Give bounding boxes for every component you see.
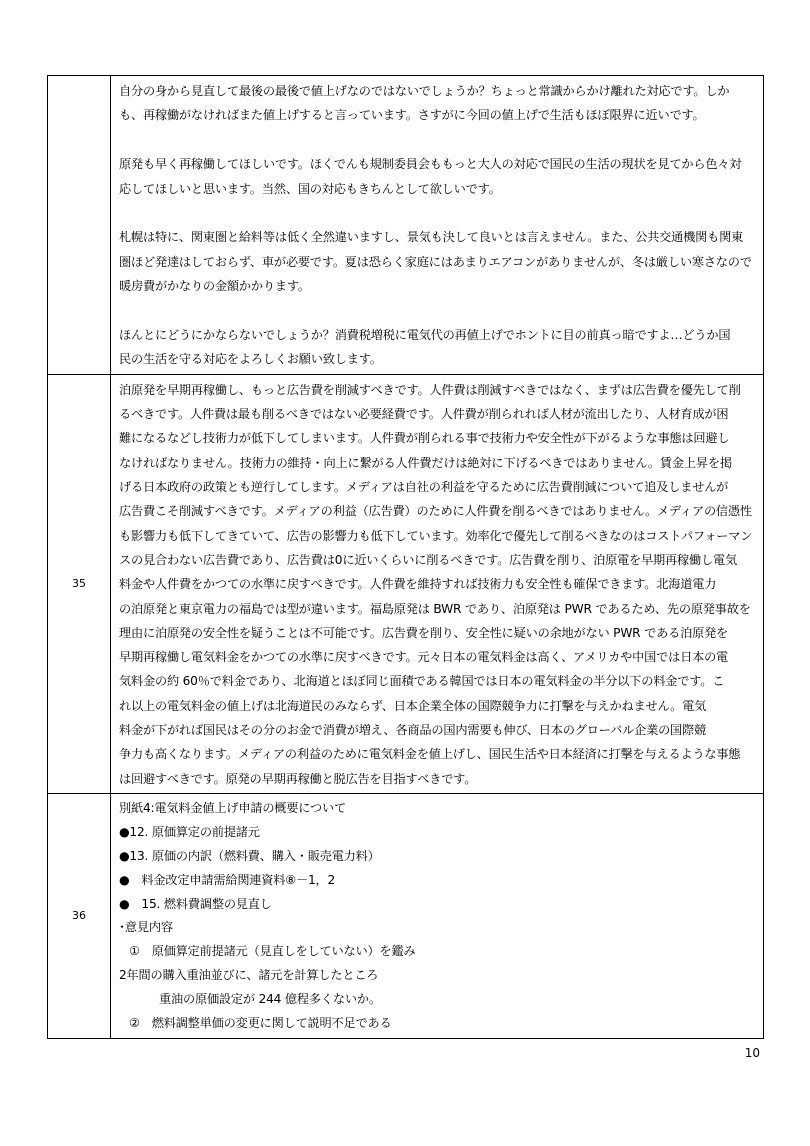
text-line: 重油の原価設定が 244 億程多くないか。	[159, 992, 381, 1007]
page-number: 10	[744, 1046, 760, 1060]
text-line: なければなりません。技術力の維持・向上に繋がる人件費だけは絶対に下げるべきではありません。賃金上昇を掲	[119, 455, 732, 470]
text-line: は回避すべきです。原発の早期再稼働と脱広告を目指すべきです。	[119, 771, 477, 786]
text-line: 料金が下がれば国民はその分のお金で消費が増え、各商品の国内需要も伸び、日本のグローバル企業の国際競	[119, 722, 707, 737]
row-number	[48, 76, 111, 375]
text-line: 札幌は特に、関東圏と給料等は低く全然違いますし、景気も決して良いとは言えません。また、公共交通機関も関東	[119, 230, 744, 245]
text-line: の泊原発と東京電力の福島では型が違います。福島原発は BWR であり、泊原発は PWR であるため、先の原発事故を	[119, 601, 751, 616]
text-line: 料金や人件費をかつての水準に戻すべきです。人件費を維持すれば技術力も安全性も確保できます。北海道電力	[119, 577, 717, 592]
text-line: 広告費こそ削減すべきです。メディアの利益（広告費）のために人件費を削るべきではありません。メディアの信憑性	[119, 504, 752, 519]
text-line: るべきです。人件費は最も削るべきではない必要経費です。人件費が削られれば人材が流出したり、人材育成が困	[119, 407, 729, 422]
text-line: ほんとにどうにかならないでしょうか？消費税増税に電気代の再値上げでホントに目の前真っ暗ですよ…どうか国	[119, 328, 731, 343]
text-line: 別紙4:電気料金値上げ申請の概要について	[119, 800, 346, 815]
text-line: ● 料金改定申請需給関連資料⑧－1，2	[119, 872, 336, 887]
row-number: 35	[48, 374, 111, 793]
text-line: 民の生活を守る対応をよろしくお願い致します。	[119, 352, 382, 367]
text-line: 早期再稼働し電気料金をかつての水準に戻すべきです。元々日本の電気料金は高く、アメリカや中国では日本の電	[119, 650, 729, 665]
text-line: 争力も高くなります。メディアの利益のために電気料金を値上げし、国民生活や日本経済に打撃を与えるような事態	[119, 747, 741, 762]
text-line: 暖房費がかなりの金額かかります。	[119, 279, 310, 294]
text-line: も、再稼働がなければまた値上げすると言っています。さすがに今回の値上げで生活もほぼ限界に近いです。	[119, 108, 705, 123]
text-line: ･意見内容	[119, 920, 173, 935]
text-line: 圏ほど発達はしておらず、車が必要です。夏は恐らく家庭にはあまりエアコンがありませんが、冬は厳しい寒さなので	[119, 254, 752, 269]
text-line: げる日本政府の政策とも逆行してします。メディアは自社の利益を守るために広告費削減について追及しませんが	[119, 480, 729, 495]
text-line: ② 燃料調整単価の変更に関して説明不足である	[129, 1016, 392, 1031]
text-line: 気料金の約 60％で料金であり、北海道とほぼ同じ面積である韓国では日本の電気料金の半分以下の料金です。こ	[119, 674, 725, 689]
row-content	[111, 793, 764, 1038]
text-line: 原発も早く再稼働してほしいです。ほくでんも規制委員会ももっと大人の対応で国民の生活の現状を見てから色々対	[119, 157, 742, 172]
table-row	[48, 76, 764, 375]
text-line: 自分の身から見直して最後の最後で値上げなのではないでしょうか？ちょっと常識からかけ離れた対応です。しか	[119, 84, 730, 98]
text-line: スの見合わない広告費であり、広告費は0に近いくらいに削るべきです。広告費を削り、泊原電を早期再稼働し電気	[119, 552, 737, 567]
text-line: 泊原発を早期再稼働し、もっと広告費を削減すべきです。人件費は削減すべきではなく、まずは広告費を優先して削	[119, 382, 741, 397]
row-number: 36	[48, 793, 111, 1038]
text-line: 2年間の購入重油並びに、諸元を計算したところ	[119, 968, 379, 983]
text-line: 応してほしいと思います。当然、国の対応もきちんとして欲しいです。	[119, 181, 501, 196]
opinion-table	[47, 75, 764, 1039]
row-content	[111, 76, 764, 375]
text-line: も影響力も低下してきていて、広告の影響力も低下しています。効率化で優先して削るべきなのはコストパフォーマン	[119, 528, 753, 543]
row-content	[111, 374, 764, 793]
text-line: れ以上の電気料金の値上げは北海道民のみならず、日本企業全体の国際競争力に打撃を与えかねません。電気	[119, 698, 707, 713]
text-line: 難になるなどし技術力が低下してしまいます。人件費が削られる事で技術力や安全性が下がるような事態は回避し	[119, 431, 730, 446]
table-row	[48, 374, 764, 793]
text-line: 理由に泊原発の安全性を疑うことは不可能です。広告費を削り、安全性に疑いの余地がない PWR である泊原発を	[119, 625, 729, 640]
table-row	[48, 793, 764, 1038]
text-line: ① 原価算定前提諸元（見直しをしていない）を鑑み	[129, 944, 416, 959]
text-line: ●12. 原価算定の前提諸元	[119, 824, 260, 839]
text-line: ● 15. 燃料費調整の見直し	[119, 896, 272, 911]
text-line: ●13. 原価の内訳（燃料費、購入・販売電力料）	[119, 848, 380, 863]
